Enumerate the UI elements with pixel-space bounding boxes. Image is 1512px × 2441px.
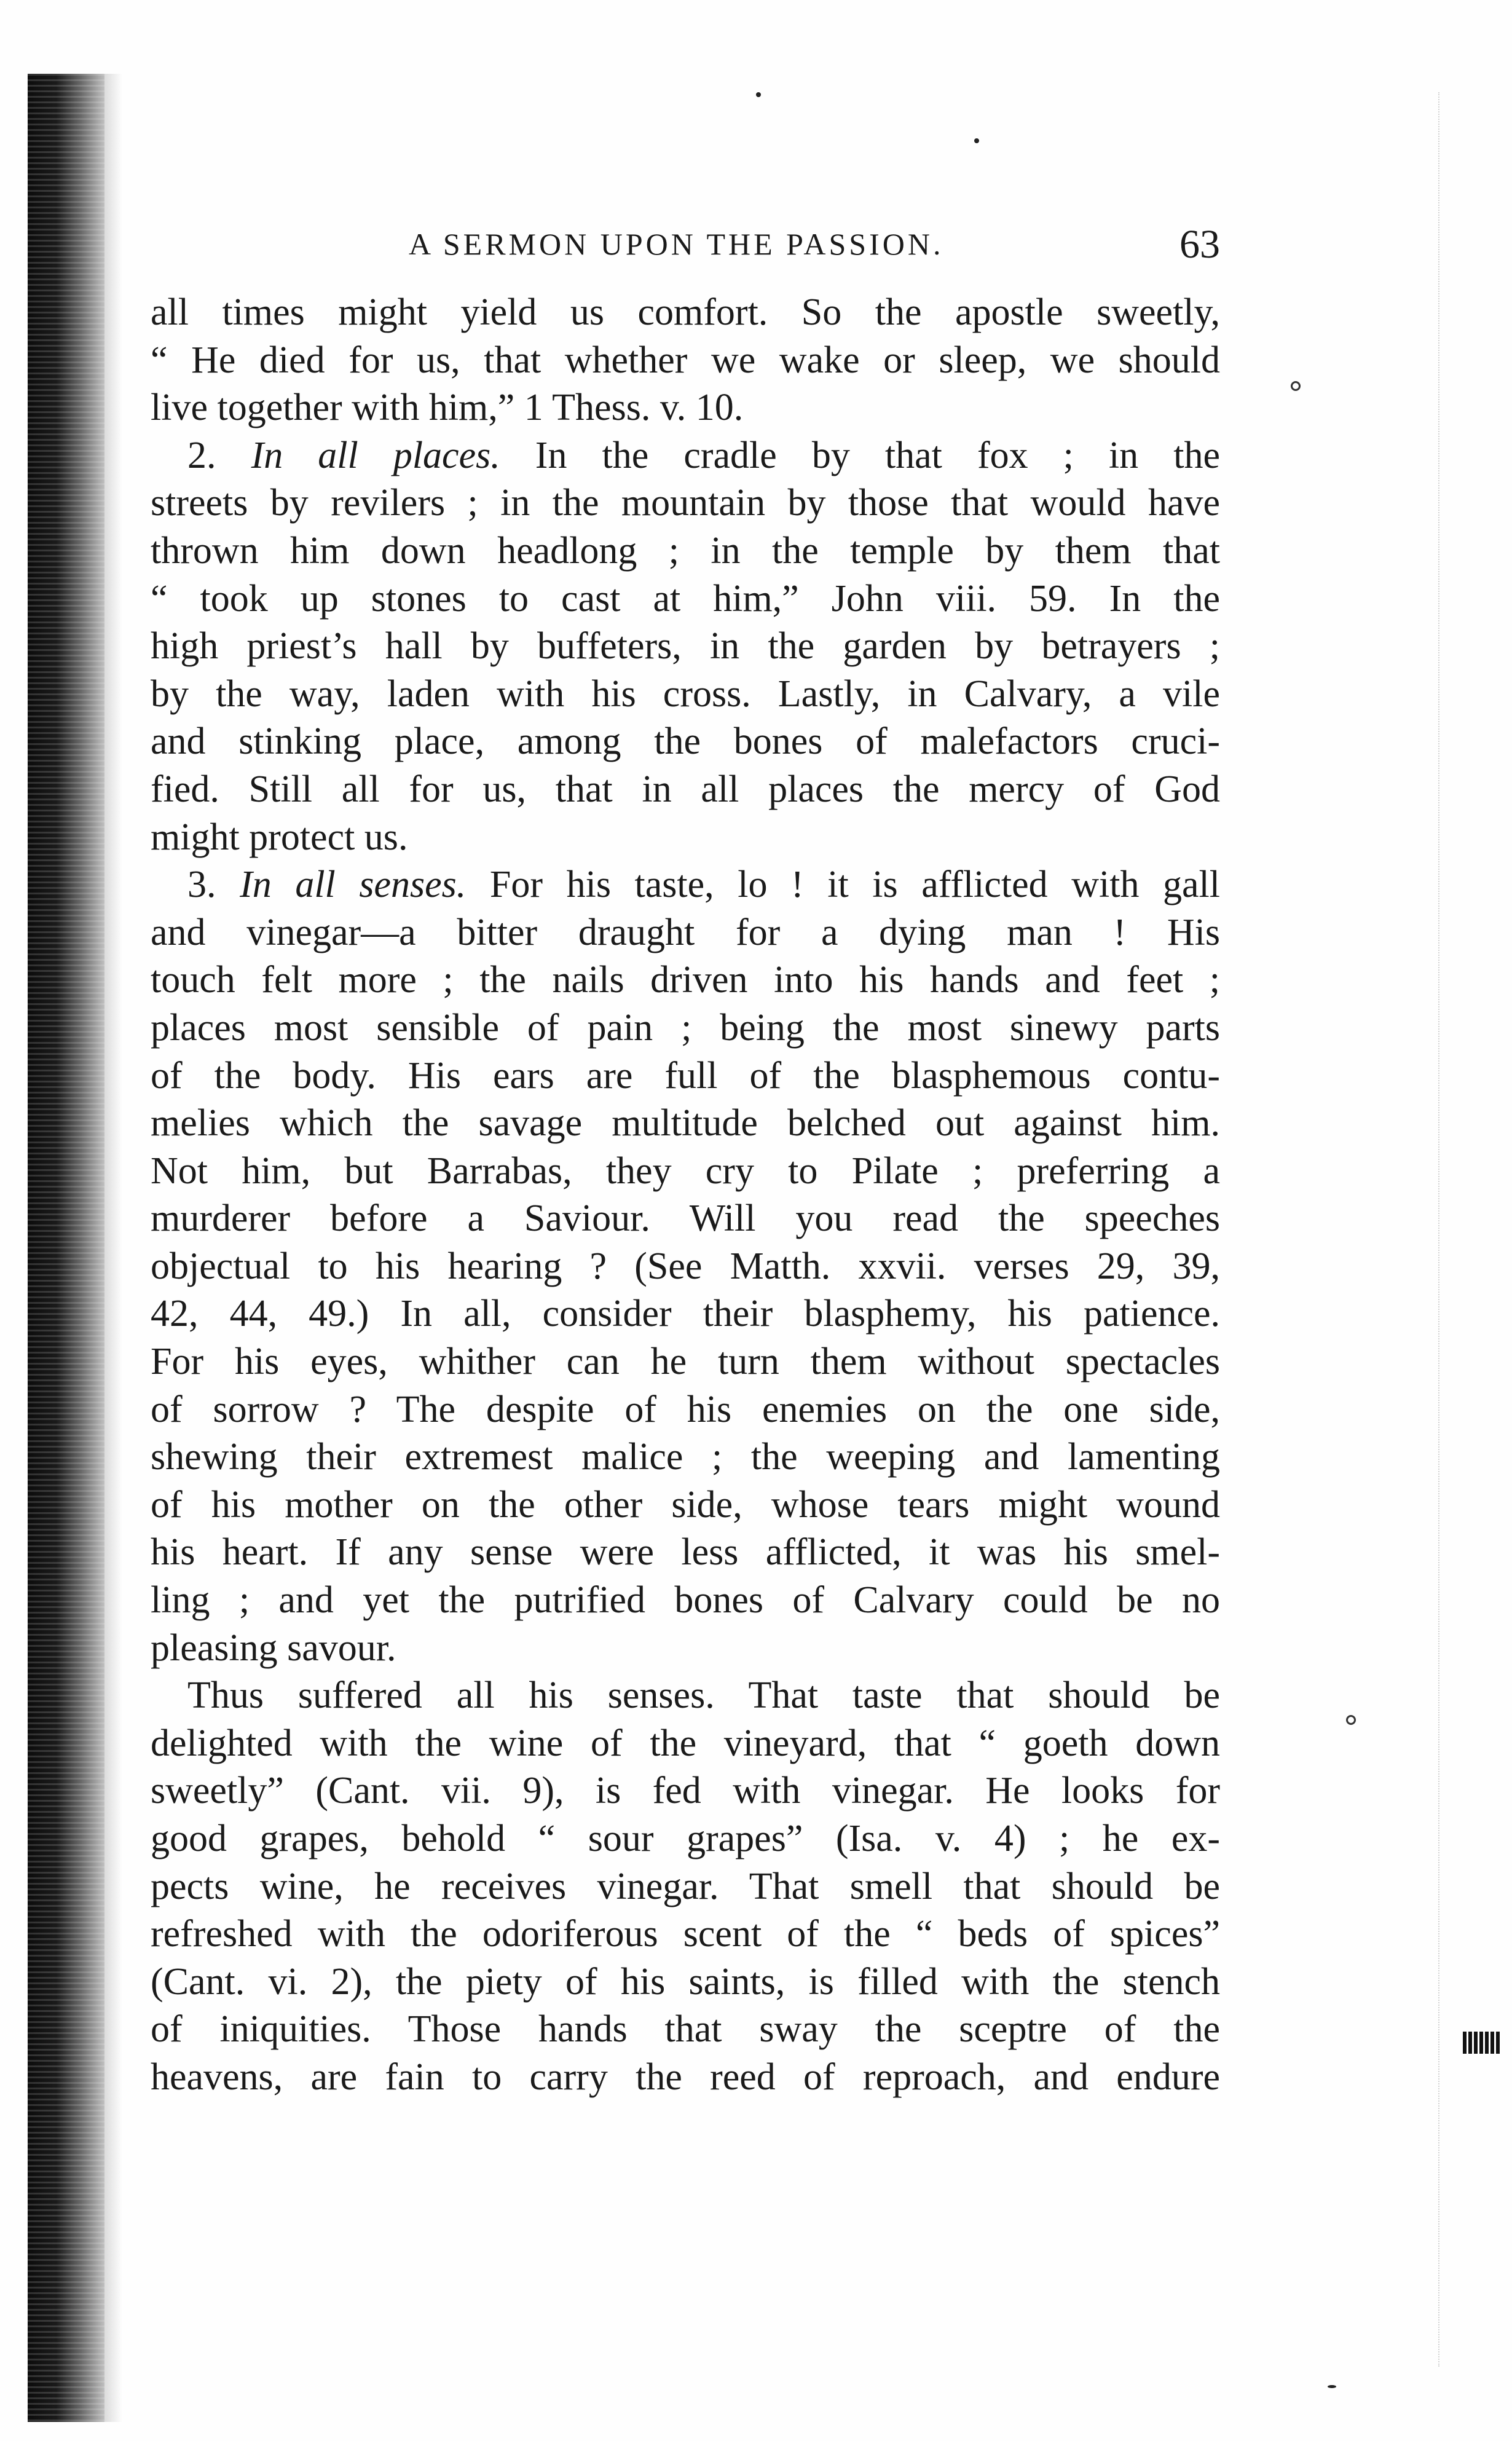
text-line bbox=[151, 861, 1220, 909]
text-line: live together with him,” 1 Thess. v. 10. bbox=[151, 387, 744, 429]
text-line: thrown him down headlong ; in the temple by them that bbox=[151, 529, 1220, 572]
page-binding-edge bbox=[28, 74, 111, 2422]
text-line: melies which the savage multitude belched out against him. bbox=[151, 1102, 1220, 1145]
text-line: 42, 44, 49.) In all, consider their blasphemy, his patience. bbox=[151, 1293, 1220, 1335]
text-line: delighted with the wine of the vineyard, that “ goeth down bbox=[151, 1722, 1220, 1764]
text-line: Not him, but Barrabas, they cry to Pilate ; preferring a bbox=[151, 1150, 1220, 1192]
text-line: (Cant. vi. 2), the piety of his saints, is filled with the stench bbox=[151, 1960, 1220, 2003]
section-heading: In all places. bbox=[251, 434, 500, 476]
text-line: “ He died for us, that whether we wake or sleep, we should bbox=[151, 339, 1220, 381]
text-line: and stinking place, among the bones of malefactors cruci- bbox=[151, 720, 1220, 763]
section-heading: In all senses. bbox=[240, 864, 467, 906]
text-line: ling ; and yet the putrified bones of Calvary could be no bbox=[151, 1579, 1220, 1622]
running-head: A SERMON UPON THE PASSION. bbox=[409, 227, 944, 261]
text-line: murderer before a Saviour. Will you read the speeches bbox=[151, 1197, 1220, 1240]
ink-speck bbox=[1291, 381, 1301, 391]
text-line: pleasing savour. bbox=[151, 1627, 396, 1669]
ink-speck bbox=[1328, 2385, 1336, 2388]
text-line: high priest’s hall by buffeters, in the garden by betrayers ; bbox=[151, 625, 1220, 668]
section-number: 3. bbox=[187, 864, 216, 906]
text-line: touch felt more ; the nails driven into his hands and feet ; bbox=[151, 959, 1220, 1001]
ink-speck bbox=[1346, 1715, 1356, 1725]
page-header bbox=[151, 222, 1220, 282]
text-line: “ took up stones to cast at him,” John viii. 59. In the bbox=[151, 577, 1220, 620]
ink-speck bbox=[974, 138, 979, 143]
text-line bbox=[151, 432, 1220, 480]
ink-speck bbox=[756, 92, 761, 97]
text-line: good grapes, behold “ sour grapes” (Isa. v. 4) ; he ex- bbox=[151, 1818, 1220, 1859]
text-line: might protect us. bbox=[151, 816, 408, 858]
text-line: For his eyes, whither can he turn them without spectacles bbox=[151, 1341, 1220, 1383]
text-line: Thus suffered all his senses. That taste that should be bbox=[187, 1674, 1220, 1717]
binding-shadow bbox=[104, 74, 123, 2422]
text-line: streets by revilers ; in the mountain by those that would have bbox=[151, 482, 1220, 524]
text-line: of his mother on the other side, whose tears might wound bbox=[151, 1483, 1220, 1526]
text-run: In the cradle by that fox ; in the bbox=[535, 434, 1220, 476]
text-line: of sorrow ? The despite of his enemies on the one side, bbox=[151, 1388, 1220, 1430]
text-line: places most sensible of pain ; being the most sinewy parts bbox=[151, 1006, 1220, 1049]
text-line: of iniquities. Those hands that sway the sceptre of the bbox=[151, 2008, 1220, 2051]
text-line: objectual to his hearing ? (See Matth. xxvii. verses 29, 39, bbox=[151, 1245, 1220, 1287]
text-line: all times might yield us comfort. So the apostle sweetly, bbox=[151, 291, 1220, 333]
section-number: 2. bbox=[187, 434, 216, 476]
text-line: of the body. His ears are full of the blasphemous contu- bbox=[151, 1054, 1220, 1097]
text-line: refreshed with the odoriferous scent of the “ beds of spices” bbox=[151, 1913, 1220, 1955]
text-line: and vinegar—a bitter draught for a dying man ! His bbox=[151, 911, 1220, 953]
body-text bbox=[151, 289, 1220, 2102]
text-line: fied. Still all for us, that in all places the mercy of God bbox=[151, 768, 1220, 810]
text-line: sweetly” (Cant. vii. 9), is fed with vinegar. He looks for bbox=[151, 1770, 1220, 1812]
right-edge-bleed-marks bbox=[1438, 92, 1464, 2367]
text-line: his heart. If any sense were less afflicted, it was his smel- bbox=[151, 1531, 1220, 1574]
ink-blot bbox=[1463, 2032, 1500, 2054]
text-run: For his taste, lo ! it is afflicted with gall bbox=[489, 864, 1220, 906]
text-line: shewing their extremest malice ; the weeping and lamenting bbox=[151, 1436, 1220, 1478]
text-line: pects wine, he receives vinegar. That smell that should be bbox=[151, 1865, 1220, 1907]
text-line: by the way, laden with his cross. Lastly, in Calvary, a vile bbox=[151, 672, 1220, 715]
text-line: heavens, are fain to carry the reed of reproach, and endure bbox=[151, 2056, 1220, 2098]
page-number: 63 bbox=[1179, 222, 1220, 267]
